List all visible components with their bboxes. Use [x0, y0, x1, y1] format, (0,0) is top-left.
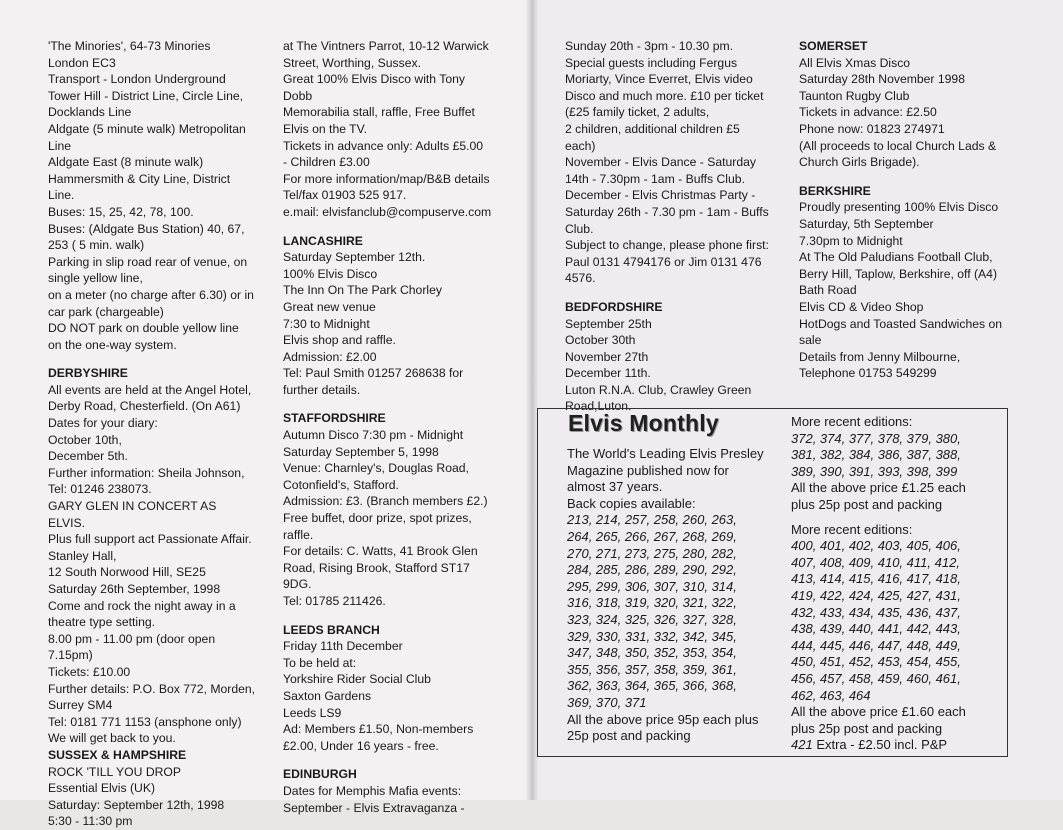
- text-line: 8.00 pm - 11.00 pm (door open: [48, 631, 216, 646]
- text-line: London EC3: [48, 55, 116, 70]
- issue-numbers: 456, 457, 458, 459, 460, 461,: [791, 670, 961, 686]
- section-heading: LEEDS BRANCH: [283, 622, 380, 637]
- issue-numbers: 432, 433, 434, 435, 436, 437,: [791, 604, 961, 620]
- text-line: 4576.: [565, 271, 596, 286]
- text-line: Saturday 26th - 7.30 pm - 1am - Buffs: [565, 204, 769, 219]
- text-line: All events are held at the Angel Hotel,: [48, 382, 252, 397]
- issue-numbers: 389, 390, 391, 393, 398, 399: [791, 463, 958, 479]
- issue-numbers: 419, 422, 424, 425, 427, 431,: [791, 587, 961, 603]
- elvis-monthly-right: [791, 414, 991, 754]
- issue-numbers: 369, 370, 371: [567, 694, 647, 710]
- issue-numbers: 381, 382, 384, 386, 387, 388,: [791, 447, 961, 463]
- text-line: Saturday: September 12th, 1998: [48, 797, 225, 812]
- text-line: Essential Elvis (UK): [48, 781, 156, 796]
- issue-numbers: 400, 401, 402, 403, 405, 406,: [791, 538, 961, 554]
- column-1: [48, 38, 270, 830]
- section-heading: SUSSEX & HAMPSHIRE: [48, 747, 187, 762]
- text-line: December 11th.: [565, 366, 651, 381]
- text-line: Club.: [565, 221, 594, 236]
- text-line: October 30th: [565, 333, 636, 348]
- text-line: GARY GLEN IN CONCERT AS: [48, 499, 217, 514]
- text-line: The Inn On The Park Chorley: [283, 283, 442, 298]
- text-line: Road,Luton.: [565, 399, 632, 414]
- text-line: - Children £3.00: [283, 155, 370, 170]
- text-line: September - Elvis Extravaganza -: [283, 800, 465, 815]
- issue-numbers: 444, 445, 446, 447, 448, 449,: [791, 637, 961, 653]
- text-line: Tel: 0181 771 1153 (ansphone only): [48, 714, 242, 729]
- section-heading: BEDFORDSHIRE: [565, 299, 663, 314]
- text-line: Dates for your diary:: [48, 416, 158, 431]
- text-line: 253 ( 5 min. walk): [48, 238, 145, 253]
- text-line: Special guests including Fergus: [565, 55, 738, 70]
- text-line: Berry Hill, Taplow, Berkshire, off (A4): [799, 266, 998, 281]
- text-line: Church Girls Brigade).: [799, 155, 920, 170]
- issue-numbers: 372, 374, 377, 378, 379, 380,: [791, 430, 961, 446]
- issue-numbers: 413, 414, 415, 416, 417, 418,: [791, 571, 961, 587]
- text-line: October 10th,: [48, 432, 122, 447]
- text-line: December 5th.: [48, 449, 128, 464]
- text-line: at The Vintners Parrot, 10-12 Warwick: [283, 39, 489, 53]
- text-line: ROCK 'TILL YOU DROP: [48, 764, 182, 779]
- text-line: 9DG.: [283, 577, 312, 592]
- text-line: each): [565, 138, 596, 153]
- text-line: Saturday September 5, 1998: [283, 444, 439, 459]
- left-page: [0, 0, 531, 829]
- text-line: More recent editions:: [791, 521, 913, 537]
- issue-numbers: 213, 214, 257, 258, 260, 263,: [567, 512, 737, 528]
- text-line: November 27th: [565, 349, 649, 364]
- issue-numbers: 323, 324, 325, 326, 327, 328,: [567, 611, 737, 627]
- text-line: Saturday 28th November 1998: [799, 72, 965, 87]
- text-line: Admission: £3. (Branch members £2.): [283, 494, 488, 509]
- text-line: Tel: 01246 238073.: [48, 482, 152, 497]
- text-line: Elvis CD & Video Shop: [799, 299, 924, 314]
- text-line: Line.: [48, 188, 75, 203]
- text-line: 2 children, additional children £5: [565, 121, 740, 136]
- issue-numbers: 270, 271, 273, 275, 280, 282,: [567, 545, 737, 561]
- text-line: 25p post and packing: [567, 728, 691, 744]
- text-line: Saturday September 12th.: [283, 250, 426, 265]
- text-line: Road, Rising Brook, Stafford ST17: [283, 560, 470, 575]
- text-line: For more information/map/B&B details: [283, 171, 490, 186]
- text-line: plus 25p post and packing: [791, 720, 943, 736]
- text-line: Tower Hill - District Line, Circle Line,: [48, 88, 244, 103]
- issue-numbers: 438, 439, 440, 441, 442, 443,: [791, 621, 961, 637]
- text-line: Ad: Members £1.50, Non-members: [283, 722, 474, 737]
- text-line: 12 South Norwood Hill, SE25: [48, 565, 206, 580]
- text-line: sale: [799, 333, 822, 348]
- extra-issue-price: Extra - £2.50 incl. P&P: [812, 737, 948, 753]
- text-line: All the above price 95p each plus: [567, 711, 759, 727]
- text-line: (£25 family ticket, 2 adults,: [565, 105, 710, 120]
- text-line: To be held at:: [283, 655, 357, 670]
- text-line: Stanley Hall,: [48, 548, 117, 563]
- text-line: Line: [48, 138, 72, 153]
- text-line: Further details: P.O. Box 772, Morden,: [48, 681, 256, 696]
- text-line: All the above price £1.60 each: [791, 704, 966, 720]
- text-line: Hammersmith & City Line, District: [48, 171, 231, 186]
- text-line: Sunday 20th - 3pm - 10.30 pm.: [565, 39, 734, 53]
- text-line: Tel: 01785 211426.: [283, 594, 386, 608]
- text-line: Surrey SM4: [48, 698, 113, 713]
- text-line: Magazine published now for: [567, 462, 729, 478]
- extra-issue-number: 421: [791, 737, 813, 753]
- text-line: ELVIS.: [48, 515, 86, 530]
- text-line: 7.30pm to Midnight: [799, 233, 903, 248]
- extra-issue-line: [791, 737, 991, 754]
- text-line: DO NOT park on double yellow line: [48, 321, 239, 336]
- text-line: The World's Leading Elvis Presley: [567, 446, 764, 461]
- text-line: September 25th: [565, 316, 652, 331]
- text-line: raffle.: [283, 527, 314, 542]
- text-line: Disco and much more. £10 per ticket: [565, 88, 764, 103]
- text-line: 100% Elvis Disco: [283, 266, 378, 281]
- text-line: 'The Minories', 64-73 Minories: [48, 39, 211, 53]
- issue-numbers: 264, 265, 266, 267, 268, 269,: [567, 528, 737, 544]
- text-line: Free buffet, door prize, spot prizes,: [283, 511, 472, 526]
- column-3: [565, 38, 787, 415]
- text-line: Buses: 15, 25, 42, 78, 100.: [48, 204, 194, 219]
- column-4: [799, 38, 1019, 382]
- text-line: theatre type setting.: [48, 615, 156, 630]
- text-line: almost 37 years.: [567, 479, 663, 495]
- text-line: Phone now: 01823 274971: [799, 121, 945, 136]
- text-line: Subject to change, please phone first:: [565, 238, 769, 253]
- section-heading: BERKSHIRE: [799, 183, 871, 198]
- text-line: on a meter (no charge after 6.30) or in: [48, 287, 254, 302]
- text-line: HotDogs and Toasted Sandwiches on: [799, 316, 1003, 331]
- column-2: [283, 38, 505, 816]
- text-line: single yellow line,: [48, 271, 143, 286]
- text-line: Derby Road, Chesterfield. (On A61): [48, 399, 241, 414]
- text-line: Come and rock the night away in a: [48, 598, 236, 613]
- text-line: November - Elvis Dance - Saturday: [565, 155, 757, 170]
- text-line: Memorabilia stall, raffle, Free Buffet: [283, 105, 475, 120]
- section-heading: SOMERSET: [799, 39, 868, 53]
- text-line: Yorkshire Rider Social Club: [283, 672, 431, 687]
- text-line: Great 100% Elvis Disco with Tony: [283, 72, 465, 87]
- text-line: Cotonfield's, Stafford.: [283, 477, 399, 492]
- text-line: plus 25p post and packing: [791, 496, 943, 512]
- text-line: Back copies available:: [567, 495, 696, 511]
- section-heading: STAFFORDSHIRE: [283, 411, 386, 426]
- issue-numbers: 450, 451, 452, 453, 454, 455,: [791, 654, 961, 670]
- text-line: Dates for Memphis Mafia events:: [283, 783, 462, 798]
- text-line: 5:30 - 11:30 pm: [48, 814, 133, 829]
- text-line: All the above price £1.25 each: [791, 480, 966, 496]
- issue-numbers: 462, 463, 464: [791, 687, 871, 703]
- text-line: Proudly presenting 100% Elvis Disco: [799, 200, 999, 215]
- text-line: Aldgate (5 minute walk) Metropolitan: [48, 121, 246, 136]
- text-line: 14th - 7.30pm - 1am - Buffs Club.: [565, 171, 745, 186]
- text-line: Further information: Sheila Johnson,: [48, 465, 245, 480]
- text-line: 7.15pm): [48, 648, 93, 663]
- section-heading: LANCASHIRE: [283, 233, 363, 248]
- issue-numbers: 316, 318, 319, 320, 321, 322,: [567, 595, 737, 611]
- text-line: Plus full support act Passionate Affair.: [48, 532, 252, 547]
- issue-numbers: 347, 348, 350, 352, 353, 354,: [567, 645, 737, 661]
- text-line: Tel: Paul Smith 01257 268638 for: [283, 366, 464, 381]
- section-heading: EDINBURGH: [283, 767, 357, 782]
- text-line: Street, Worthing, Sussex.: [283, 55, 421, 70]
- text-line: further details.: [283, 382, 361, 397]
- text-line: Leeds LS9: [283, 705, 342, 720]
- text-line: We will get back to you.: [48, 731, 176, 746]
- text-line: 7:30 to Midnight: [283, 316, 370, 331]
- text-line: e.mail: elvisfanclub@compuserve.com: [283, 204, 492, 219]
- issue-numbers: 362, 363, 364, 365, 366, 368,: [567, 678, 737, 694]
- text-line: Parking in slip road rear of venue, on: [48, 254, 248, 269]
- text-line: Taunton Rugby Club: [799, 88, 910, 103]
- issue-numbers: 407, 408, 409, 410, 411, 412,: [791, 554, 960, 570]
- text-line: on the one-way system.: [48, 337, 177, 352]
- section-heading: DERBYSHIRE: [48, 366, 128, 381]
- text-line: (All proceeds to local Church Lads &: [799, 138, 997, 153]
- elvis-monthly-title: Elvis Monthly: [568, 410, 719, 436]
- issue-numbers: 355, 356, 357, 358, 359, 361,: [567, 661, 737, 677]
- text-line: Buses: (Aldgate Bus Station) 40, 67,: [48, 221, 245, 236]
- text-line: Transport - London Underground: [48, 72, 226, 87]
- text-line: Tickets in advance: £2.50: [799, 105, 937, 120]
- text-line: Paul 0131 4794176 or Jim 0131 476: [565, 254, 762, 269]
- text-line: Great new venue: [283, 299, 376, 314]
- issue-numbers: 295, 299, 306, 307, 310, 314,: [567, 578, 737, 594]
- text-line: Saturday, 5th September: [799, 216, 934, 231]
- text-line: More recent editions:: [791, 414, 913, 429]
- issue-numbers: 284, 285, 286, 289, 290, 292,: [567, 562, 737, 578]
- text-line: Telephone 01753 549299: [799, 366, 937, 381]
- text-line: Saxton Gardens: [283, 688, 372, 703]
- text-line: Saturday 26th September, 1998: [48, 582, 221, 596]
- text-line: Admission: £2.00: [283, 349, 377, 364]
- text-line: Friday 11th December: [283, 639, 403, 654]
- text-line: December - Elvis Christmas Party -: [565, 188, 756, 203]
- text-line: Details from Jenny Milbourne,: [799, 349, 961, 364]
- text-line: car park (chargeable): [48, 304, 164, 319]
- text-line: Tel/fax 01903 525 917.: [283, 188, 407, 203]
- text-line: Dobb: [283, 88, 313, 103]
- text-line: All Elvis Xmas Disco: [799, 55, 911, 70]
- elvis-monthly-left: [567, 446, 787, 745]
- text-line: Tickets in advance only: Adults £5.00: [283, 138, 484, 153]
- text-line: Autumn Disco 7:30 pm - Midnight: [283, 428, 464, 443]
- text-line: Elvis shop and raffle.: [283, 333, 396, 348]
- text-line: Aldgate East (8 minute walk): [48, 155, 204, 170]
- text-line: Docklands Line: [48, 105, 132, 120]
- text-line: At The Old Paludians Football Club,: [799, 250, 993, 265]
- text-line: Moriarty, Vince Everret, Elvis video: [565, 72, 753, 87]
- text-line: Venue: Charnley's, Douglas Road,: [283, 461, 469, 476]
- text-line: Luton R.N.A. Club, Crawley Green: [565, 382, 752, 397]
- text-line: Bath Road: [799, 283, 857, 298]
- issue-numbers: 329, 330, 331, 332, 342, 345,: [567, 628, 737, 644]
- text-line: £2.00, Under 16 years - free.: [283, 738, 439, 753]
- text-line: For details: C. Watts, 41 Brook Glen: [283, 544, 478, 559]
- text-line: Elvis on the TV.: [283, 121, 368, 136]
- text-line: Tickets: £10.00: [48, 664, 131, 679]
